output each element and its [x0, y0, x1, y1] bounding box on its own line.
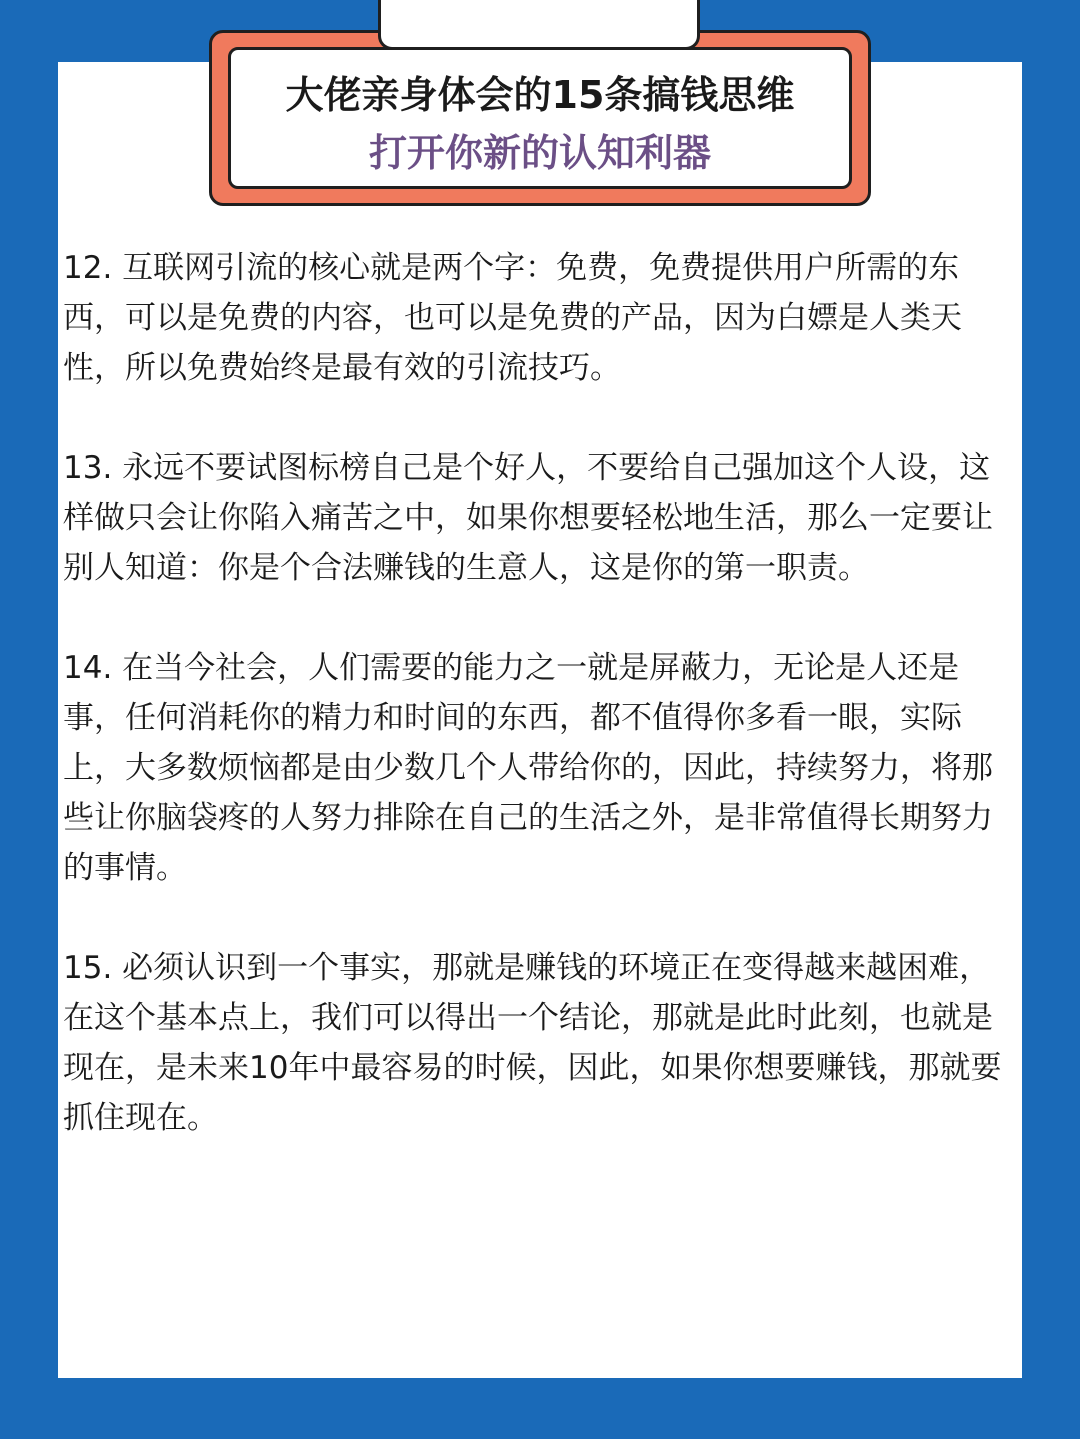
title-card [209, 30, 871, 206]
paragraph-12: 12. 互联网引流的核心就是两个字：免费，免费提供用户所需的东西，可以是免费的内容，也可以是免费的产品，因为白嫖是人类天性，所以免费始终是最有效的引流技巧。 [63, 250, 962, 386]
clipboard-clip [378, 0, 700, 50]
paragraph-14: 14. 在当今社会，人们需要的能力之一就是屏蔽力，无论是人还是事，任何消耗你的精力和时间的东西，都不值得你多看一眼，实际上，大多数烦恼都是由少数几个人带给你的，因此，持续努力，将那些让你脑袋疼的人努力排除在自己的生活之外，是非常值得长期努力的事情。 [63, 650, 993, 886]
page-title: 大佬亲身体会的15条搞钱思维 [285, 73, 795, 117]
paragraph-15: 15. 必须认识到一个事实，那就是赚钱的环境正在变得越来越困难，在这个基本点上，我们可以得出一个结论，那就是此时此刻，也就是现在，是未来10年中最容易的时候，因此，如果你想要赚钱，那就要抓住现在。 [63, 950, 1002, 1136]
page-subtitle: 打开你新的认知利器 [368, 131, 711, 175]
paragraph-13: 13. 永远不要试图标榜自己是个好人，不要给自己强加这个人设，这样做只会让你陷入痛苦之中，如果你想要轻松地生活，那么一定要让别人知道：你是个合法赚钱的生意人，这是你的第一职责。 [63, 450, 993, 586]
title-card-inner [228, 47, 852, 189]
content-body [63, 243, 1015, 1193]
